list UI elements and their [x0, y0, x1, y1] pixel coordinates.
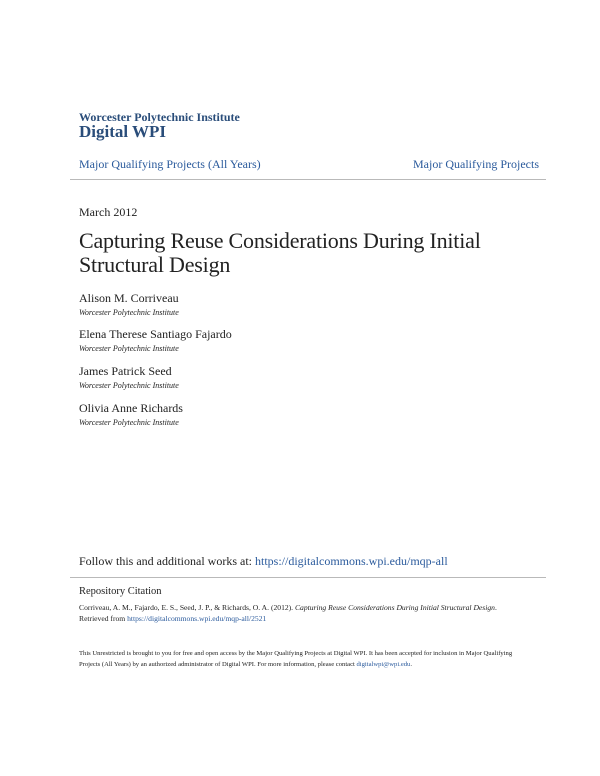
author-block [79, 401, 183, 427]
author-affiliation: Worcester Polytechnic Institute [79, 308, 179, 317]
citation-divider [70, 577, 546, 578]
citation-text [79, 602, 534, 624]
author-name: Elena Therese Santiago Fajardo [79, 327, 232, 341]
access-notice-end: . [410, 661, 413, 668]
collection-url-link[interactable]: https://digitalcommons.wpi.edu/mqp-all [255, 554, 448, 568]
follow-text: Follow this and additional works at: [79, 554, 255, 568]
repository-name: Digital WPI [79, 122, 167, 141]
author-affiliation: Worcester Polytechnic Institute [79, 344, 179, 353]
access-notice-text: This Unrestricted is brought to you for free and open access by the Major Qualifying Projects at Digital WPI. It has been accepted for inclusion in Major Qualifying Projects (All Years) by an authorized administrator of Digital WPI. For more information, please contact [79, 650, 513, 668]
author-name: Alison M. Corriveau [79, 291, 179, 305]
paper-title: Capturing Reuse Considerations During Initial Structural Design [79, 228, 481, 277]
collection-link-mqp[interactable]: Major Qualifying Projects [413, 157, 539, 171]
citation-title: Capturing Reuse Considerations During Initial Structural Design [294, 603, 495, 612]
citation-period: . [494, 603, 497, 612]
author-block [79, 327, 232, 353]
institution-name: Worcester Polytechnic Institute [79, 110, 240, 124]
access-notice [79, 648, 534, 670]
collection-link-all-years[interactable]: Major Qualifying Projects (All Years) [79, 157, 261, 171]
author-name: Olivia Anne Richards [79, 401, 183, 415]
author-block [79, 291, 179, 317]
author-affiliation: Worcester Polytechnic Institute [79, 381, 179, 390]
item-url-link[interactable]: https://digitalcommons.wpi.edu/mqp-all/2521 [127, 614, 267, 623]
publication-date: March 2012 [79, 205, 138, 219]
author-name: James Patrick Seed [79, 364, 172, 378]
citation-authors: Corriveau, A. M., Fajardo, E. S., Seed, J. P., & Richards, O. A. (2012). [79, 603, 295, 612]
author-affiliation: Worcester Polytechnic Institute [79, 418, 179, 427]
author-block [79, 364, 179, 390]
follow-line [79, 554, 448, 569]
citation-heading: Repository Citation [79, 586, 162, 597]
retrieved-text: Retrieved from [79, 614, 128, 623]
contact-email-link[interactable]: digitalwpi@wpi.edu [356, 661, 411, 668]
header-divider [70, 179, 546, 180]
